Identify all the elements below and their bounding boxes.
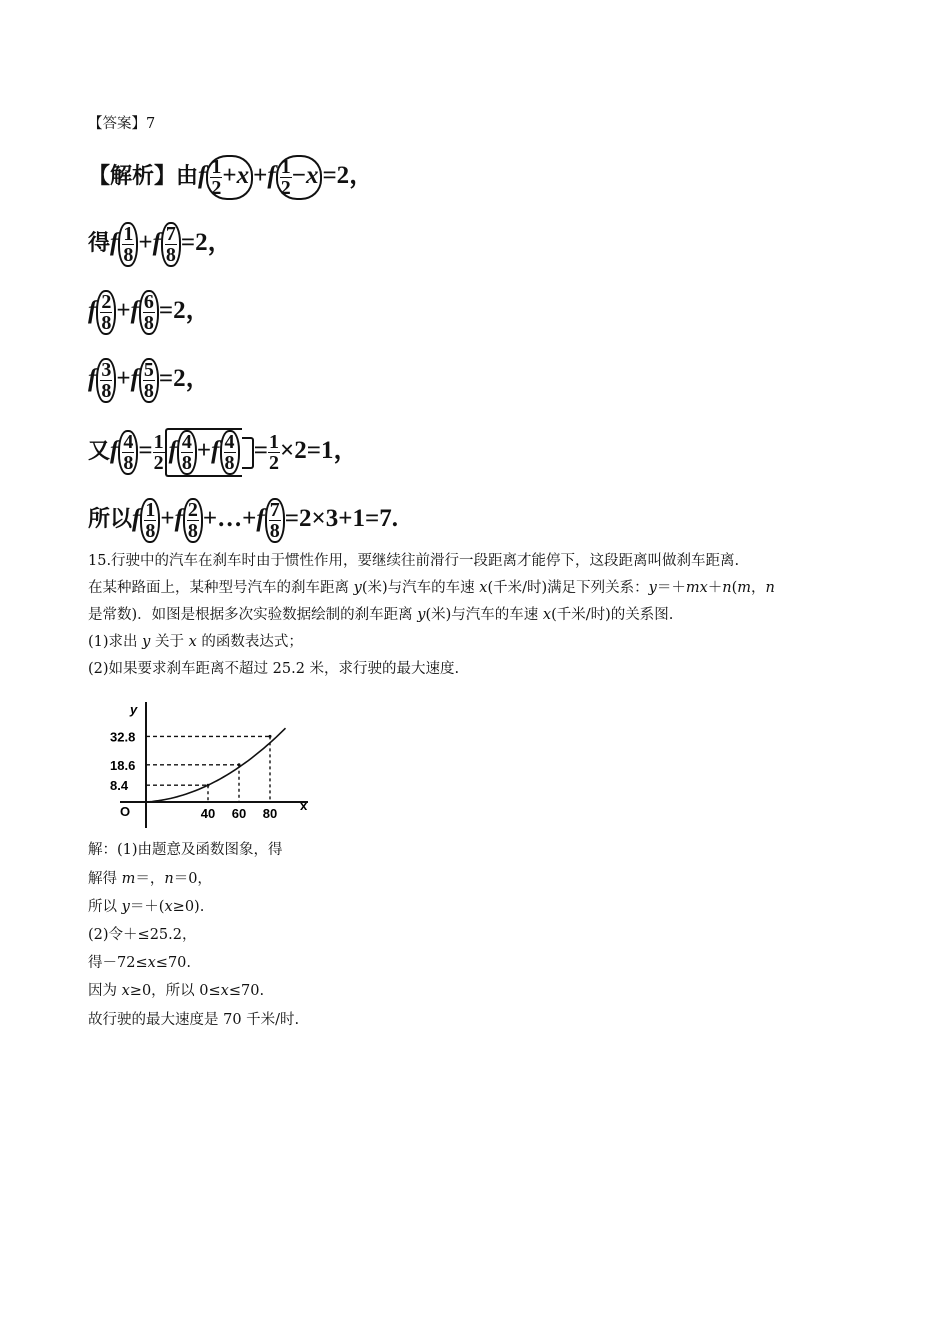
- x-tick-label: 60: [231, 806, 247, 821]
- problem-line-3: 是常数)．如图是根据多次实验数据绘制的刹车距离 y(米)与汽车的车速 x(千米/时)的关系图.: [88, 607, 674, 623]
- problem-line-1: 15.行驶中的汽车在刹车时由于惯性作用，要继续往前滑行一段距离才能停下，这段距离叫做刹车距离.: [88, 553, 740, 569]
- solution-line-5: 得－72≤x≤70.: [88, 955, 192, 971]
- x-tick-label: 40: [200, 806, 216, 821]
- solution-line-6: 因为 x≥0，所以 0≤x≤70.: [88, 983, 265, 999]
- x-axis-label: x: [300, 798, 308, 813]
- y-axis-label: y: [130, 702, 138, 717]
- solution-line-4: (2)令＋≤25.2，: [88, 927, 197, 943]
- solution-line-1: 解：(1)由题意及函数图象，得: [88, 842, 283, 858]
- data-point-60: [238, 763, 241, 766]
- y-tick-label: 32.8: [110, 729, 136, 745]
- analysis-line-5: 又f $\frac{4}{8}$ = $\frac{1}{2}$ f $\frac{4}{8}$ +f $\frac{4}{8}$ = $\frac{1}{2}$ ×2=1，: [88, 428, 359, 477]
- y-tick-label: 18.6: [110, 757, 136, 773]
- analysis-line-1: 【解析】由f $\frac{1}{2}$ +x +f $\frac{1}{2}$ −x =2，: [88, 156, 375, 199]
- analysis-line-6: 所以f $\frac{1}{8}$ +f $\frac{2}{8}$ +…+f $\frac{7}{8}$ =2×3+1=7.: [88, 499, 398, 542]
- x-tick-label: 80: [262, 806, 278, 821]
- question-1: (1)求出 y 关于 x 的函数表达式；: [88, 634, 303, 650]
- analysis-label: 【解析】: [88, 164, 177, 190]
- analysis-line-3: f $\frac{2}{8}$ +f $\frac{6}{8}$ =2，: [88, 291, 211, 334]
- problem-line-2: 在某种路面上，某种型号汽车的刹车距离 y(米)与汽车的车速 x(千米/时)满足下列关系：y＝＋mx＋n(m，n: [88, 580, 775, 596]
- data-point-40: [207, 784, 210, 787]
- solution-line-7: 故行驶的最大速度是 70 千米/时.: [88, 1012, 300, 1028]
- y-tick-label: 8.4: [110, 778, 129, 794]
- question-2: (2)如果要求刹车距离不超过 25.2 米，求行驶的最大速度.: [88, 661, 460, 677]
- analysis-prefix-6: 所以: [88, 507, 133, 533]
- analysis-prefix-1: 由: [176, 164, 199, 190]
- solution-line-2: 解得 m＝，n＝0，: [88, 871, 212, 887]
- analysis-line-2: 得f $\frac{1}{8}$ +f $\frac{7}{8}$ =2，: [88, 223, 233, 266]
- braking-distance-graph: [108, 698, 318, 830]
- origin-label: O: [120, 804, 131, 819]
- analysis-line-4: f $\frac{3}{8}$ +f $\frac{5}{8}$ =2，: [88, 359, 211, 402]
- analysis-prefix-2: 得: [88, 231, 111, 257]
- data-point-80: [269, 735, 272, 738]
- answer-line: 【答案】7: [88, 116, 156, 132]
- analysis-prefix-5: 又: [88, 439, 111, 465]
- solution-line-3: 所以 y＝＋(x≥0).: [88, 899, 205, 915]
- function-curve: [146, 728, 286, 802]
